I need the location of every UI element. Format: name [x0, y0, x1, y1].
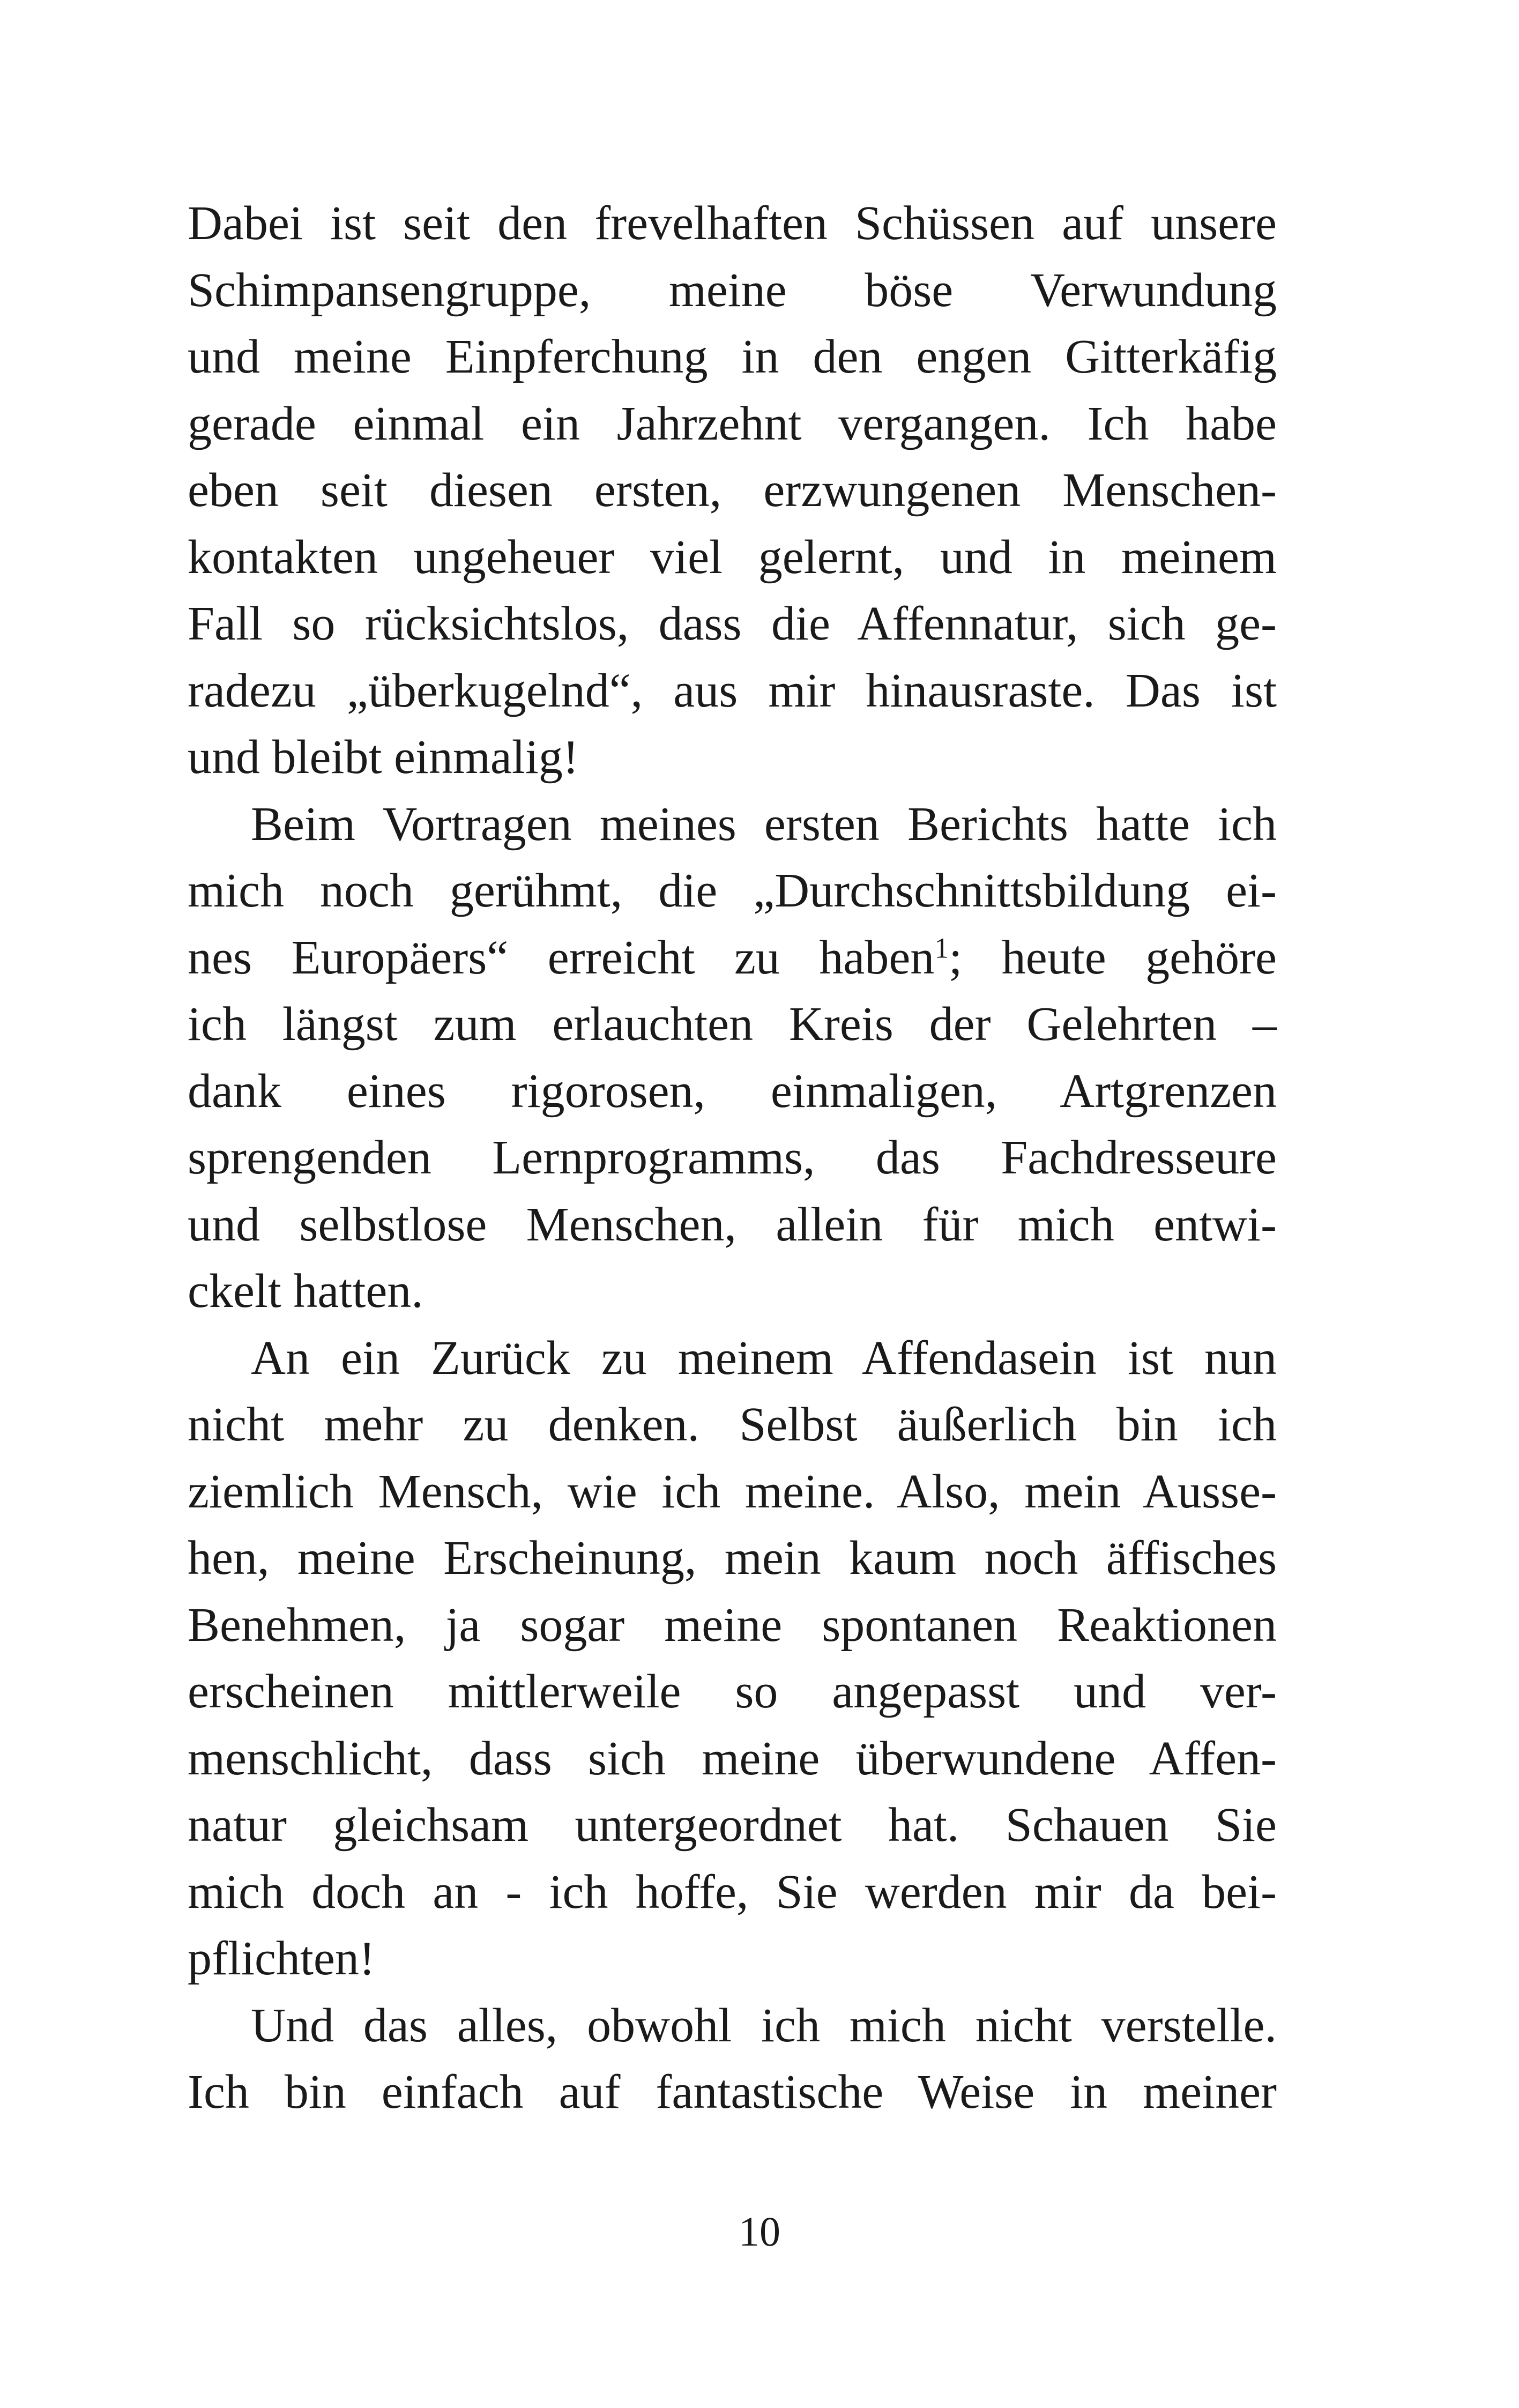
text-line	[188, 1058, 1277, 1125]
text-line	[188, 1726, 1277, 1793]
text-line	[188, 1325, 1277, 1392]
text-line-content: Ich bin einfach auf fantastische Weise in meiner	[188, 2065, 1277, 2119]
text-line-content: und bleibt einmalig!	[188, 731, 579, 784]
text-line-content: Dabei ist seit den frevelhaften Schüssen auf unsere	[188, 197, 1277, 250]
text-line-content: ich längst zum erlauchten Kreis der Gelehrten –	[188, 998, 1277, 1051]
text-line-content: mich doch an - ich hoffe, Sie werden mir da bei-	[188, 1865, 1277, 1919]
text-line	[188, 1926, 1277, 1993]
text-line	[188, 658, 1277, 725]
text-line	[188, 1792, 1277, 1859]
text-line-continuation: ; heute gehöre	[949, 931, 1277, 984]
text-line	[188, 858, 1277, 925]
text-line	[188, 1859, 1277, 1926]
text-line-content: gerade einmal ein Jahrzehnt vergangen. Ich habe	[188, 397, 1277, 450]
text-line	[188, 591, 1277, 658]
text-line-content: Fall so rücksichtslos, dass die Affennatur, sich ge-	[188, 597, 1277, 650]
text-line-content: ckelt hatten.	[188, 1265, 423, 1318]
text-line-content: Benehmen, ja sogar meine spontanen Reaktionen	[188, 1598, 1277, 1652]
text-line	[188, 524, 1277, 591]
text-line-content: sprengenden Lernprogramms, das Fachdresseure	[188, 1131, 1277, 1184]
text-line-content: radezu „überkugelnd“, aus mir hinausraste. Das ist	[188, 664, 1277, 717]
text-line-content: kontakten ungeheuer viel gelernt, und in meinem	[188, 530, 1277, 584]
text-line	[188, 724, 1277, 791]
text-line	[188, 1659, 1277, 1726]
text-line	[188, 1258, 1277, 1325]
text-line-content: dank eines rigorosen, einmaligen, Artgrenzen	[188, 1064, 1277, 1118]
text-line-content: ziemlich Mensch, wie ich meine. Also, mein Ausse-	[188, 1465, 1277, 1518]
text-line-content: nes Europäers“ erreicht zu haben	[188, 931, 935, 984]
footnote-marker: 1	[934, 931, 949, 964]
text-line	[188, 324, 1277, 391]
text-line	[188, 1392, 1277, 1459]
text-line-content: erscheinen mittlerweile so angepasst und ver-	[188, 1665, 1277, 1718]
text-line-content: natur gleichsam untergeordnet hat. Schauen Sie	[188, 1798, 1277, 1852]
text-line-content: Und das alles, obwohl ich mich nicht verstelle.	[251, 1998, 1277, 2052]
text-line	[188, 791, 1277, 858]
text-line-content: und selbstlose Menschen, allein für mich entwi-	[188, 1198, 1277, 1251]
text-line-content: und meine Einpferchung in den engen Gitterkäfig	[188, 330, 1277, 383]
text-line-content: menschlicht, dass sich meine überwundene Affen-	[188, 1731, 1277, 1785]
text-line-content: nicht mehr zu denken. Selbst äußerlich bin ich	[188, 1398, 1277, 1451]
text-line-content: Schimpansengruppe, meine böse Verwundung	[188, 263, 1277, 317]
text-line	[188, 190, 1277, 257]
text-line	[188, 1993, 1277, 2060]
text-line-content: pflichten!	[188, 1932, 375, 1985]
text-line-content: An ein Zurück zu meinem Affendasein ist nun	[251, 1331, 1277, 1385]
page-number: 10	[739, 2208, 780, 2255]
text-line	[188, 925, 1277, 992]
text-line-content: hen, meine Erscheinung, mein kaum noch äffisches	[188, 1532, 1277, 1585]
text-line	[188, 991, 1277, 1058]
text-line	[188, 391, 1277, 458]
text-line	[188, 1459, 1277, 1526]
text-line-content: Beim Vortragen meines ersten Berichts hatte ich	[251, 797, 1277, 851]
text-line	[188, 1525, 1277, 1592]
text-line-content: mich noch gerühmt, die „Durchschnittsbildung ei-	[188, 864, 1277, 917]
text-line-content: eben seit diesen ersten, erzwungenen Menschen-	[188, 464, 1277, 517]
text-line	[188, 1192, 1277, 1259]
text-line	[188, 457, 1277, 524]
text-line	[188, 257, 1277, 324]
text-line	[188, 1592, 1277, 1659]
body-text	[188, 190, 1277, 2126]
text-line	[188, 2059, 1277, 2126]
text-line	[188, 1125, 1277, 1192]
